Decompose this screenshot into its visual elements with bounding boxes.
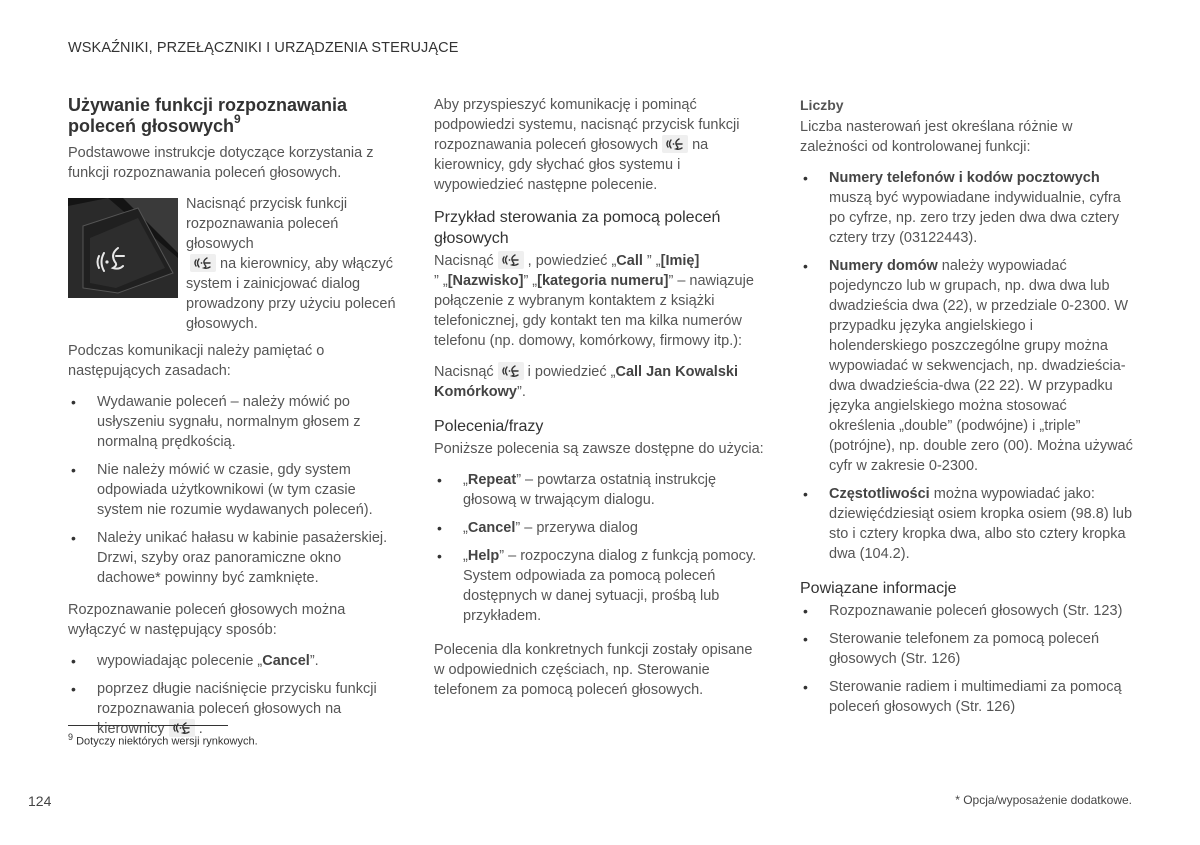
list-item: • Numery telefonów i kodów pocztowych muszą być wypowiadane indywidualnie, cyfra po cyfrze, np. zero trzy jeden dwa dwa cztery cztery trzy (03122443). xyxy=(800,168,1135,248)
list-item: • Nie należy mówić w czasie, gdy system odpowiada użytkownikowi (w tym czasie system nie rozumie wydawanych poleceń). xyxy=(68,460,403,520)
voice-control-icon xyxy=(662,135,688,153)
list-item: • Należy unikać hałasu w kabinie pasażerskiej. Drzwi, szyby oraz panoramiczne okno dachowe* powinny być zamknięte. xyxy=(68,528,403,588)
cancel-command: Cancel xyxy=(262,653,310,669)
footnote-ref: 9 xyxy=(234,112,241,126)
commands-note: Polecenia dla konkretnych funkcji zostały opisane w odpowiednich częściach, np. Sterowanie telefonem za pomocą poleceń głosowych. xyxy=(434,642,753,698)
footnote: $^9$ Dotyczy niektórych wersji rynkowych. xyxy=(68,732,258,748)
help-command: Help xyxy=(467,548,500,564)
list-item: • poprzez długie naciśnięcie przycisku funkcji rozpoznawania poleceń głosowych na kierownicy . xyxy=(68,679,403,739)
page-header: WSKAŹNIKI, PRZEŁĄCZNIKI I URZĄDZENIA STERUJĄCE xyxy=(68,40,459,56)
column-1 xyxy=(68,95,403,747)
figure-block xyxy=(68,194,403,330)
list-item: • „Cancel” – przerywa dialog xyxy=(434,518,766,538)
figure-caption: Nacisnąć przycisk funkcji rozpoznawania poleceń głosowych na kierownicy, aby włączyć system i zainicjować dialog prowadzony przy użyciu poleceń głosowych. xyxy=(186,196,396,332)
steering-wheel-button-image xyxy=(68,198,178,298)
example-call-contact: Nacisnąć , powiedzieć „Call ” „[Imię] ” „[Nazwisko]” „[kategoria numeru]” – nawiązuje połączenie z wybranym kontaktem z książki telefonicznej, gdy kontakt ten ma kilka numerów telefonu (np. domowy, komórkowy, firmowy itp.): xyxy=(434,253,754,349)
turn-off-intro: Rozpoznawanie poleceń głosowych można wyłączyć w następujący sposób: xyxy=(68,602,346,638)
example-heading: Przykład sterowania za pomocą poleceń głosowych xyxy=(434,209,721,247)
column-3 xyxy=(800,95,1135,725)
list-item: • „Help” – rozpoczyna dialog z funkcją pomocy. System odpowiada za pomocą poleceń dostępnych w danej sytuacji, prośbą lub przykładem. xyxy=(434,546,766,626)
example-call-jan: Nacisnąć i powiedzieć „Call Jan Kowalski Komórkowy”. xyxy=(434,364,738,400)
column-2 xyxy=(434,95,766,711)
list-item: • „Repeat” – powtarza ostatnią instrukcję głosową w trwającym dialogu. xyxy=(434,470,766,510)
intro-text: Podstawowe instrukcje dotyczące korzystania z funkcji rozpoznawania poleceń głosowych. xyxy=(68,145,374,181)
list-item: • wypowiadając polecenie „Cancel”. xyxy=(68,651,403,671)
voice-control-icon xyxy=(190,254,216,272)
footnote-divider xyxy=(68,725,228,726)
repeat-command: Repeat xyxy=(467,472,517,488)
skip-prompts-text: Aby przyspieszyć komunikację i pominąć podpowiedzi systemu, nacisnąć przycisk funkcji rozpoznawania poleceń głosowych na kierownicy, gdy słychać głos systemu i wypowiedzieć następne polecenie. xyxy=(434,97,740,193)
related-link[interactable]: • Sterowanie telefonem za pomocą poleceń głosowych (Str. 126) xyxy=(800,629,1135,669)
rules-intro: Podczas komunikacji należy pamiętać o następujących zasadach: xyxy=(68,343,325,379)
section-title-voice: Używanie funkcji rozpoznawania poleceń głosowych$^9$ xyxy=(68,95,348,136)
related-link[interactable]: • Rozpoznawanie poleceń głosowych (Str. 123) xyxy=(800,601,1135,621)
voice-control-icon xyxy=(498,251,524,269)
related-heading: Powiązane informacje xyxy=(800,580,957,597)
option-note: * Opcja/wyposażenie dodatkowe. xyxy=(955,793,1132,807)
commands-intro: Poniższe polecenia są zawsze dostępne do użycia: xyxy=(434,441,764,457)
related-link[interactable]: • Sterowanie radiem i multimediami za pomocą poleceń głosowych (Str. 126) xyxy=(800,677,1135,717)
commands-heading: Polecenia/frazy xyxy=(434,418,544,435)
list-item: • Częstotliwości można wypowiadać jako: dziewięćdziesiąt osiem kropka osiem (98.8) lub sto i cztery kropka dwa, albo sto cztery kropka dwa (104.2). xyxy=(800,484,1135,564)
cancel-command: Cancel xyxy=(467,520,516,536)
page-number: 124 xyxy=(28,793,52,809)
list-item: • Wydawanie poleceń – należy mówić po usłyszeniu sygnału, normalnym głosem z normalną prędkością. xyxy=(68,392,403,452)
voice-control-icon xyxy=(498,362,524,380)
list-item: • Numery domów należy wypowiadać pojedynczo lub w grupach, np. dwa dwa lub dwadzieścia dwa (22), w przedziale 0-2300. W przypadku języka angielskiego i holenderskiego poszczególne grupy można wypowiadać w sekwencjach, np. dwadzieścia-dwa dwadzieścia-dwa (22 22). W przypadku języka angielskiego można stosować określenia „double” (podwójne) i „triple” (potrójne), np. double zero (00). Można używać cyfr w zakresie 0-2300. xyxy=(800,256,1135,476)
numbers-heading: Liczby xyxy=(800,97,844,113)
numbers-intro: Liczba nasterowań jest określana różnie w zależności od kontrolowanej funkcji: xyxy=(800,119,1073,155)
